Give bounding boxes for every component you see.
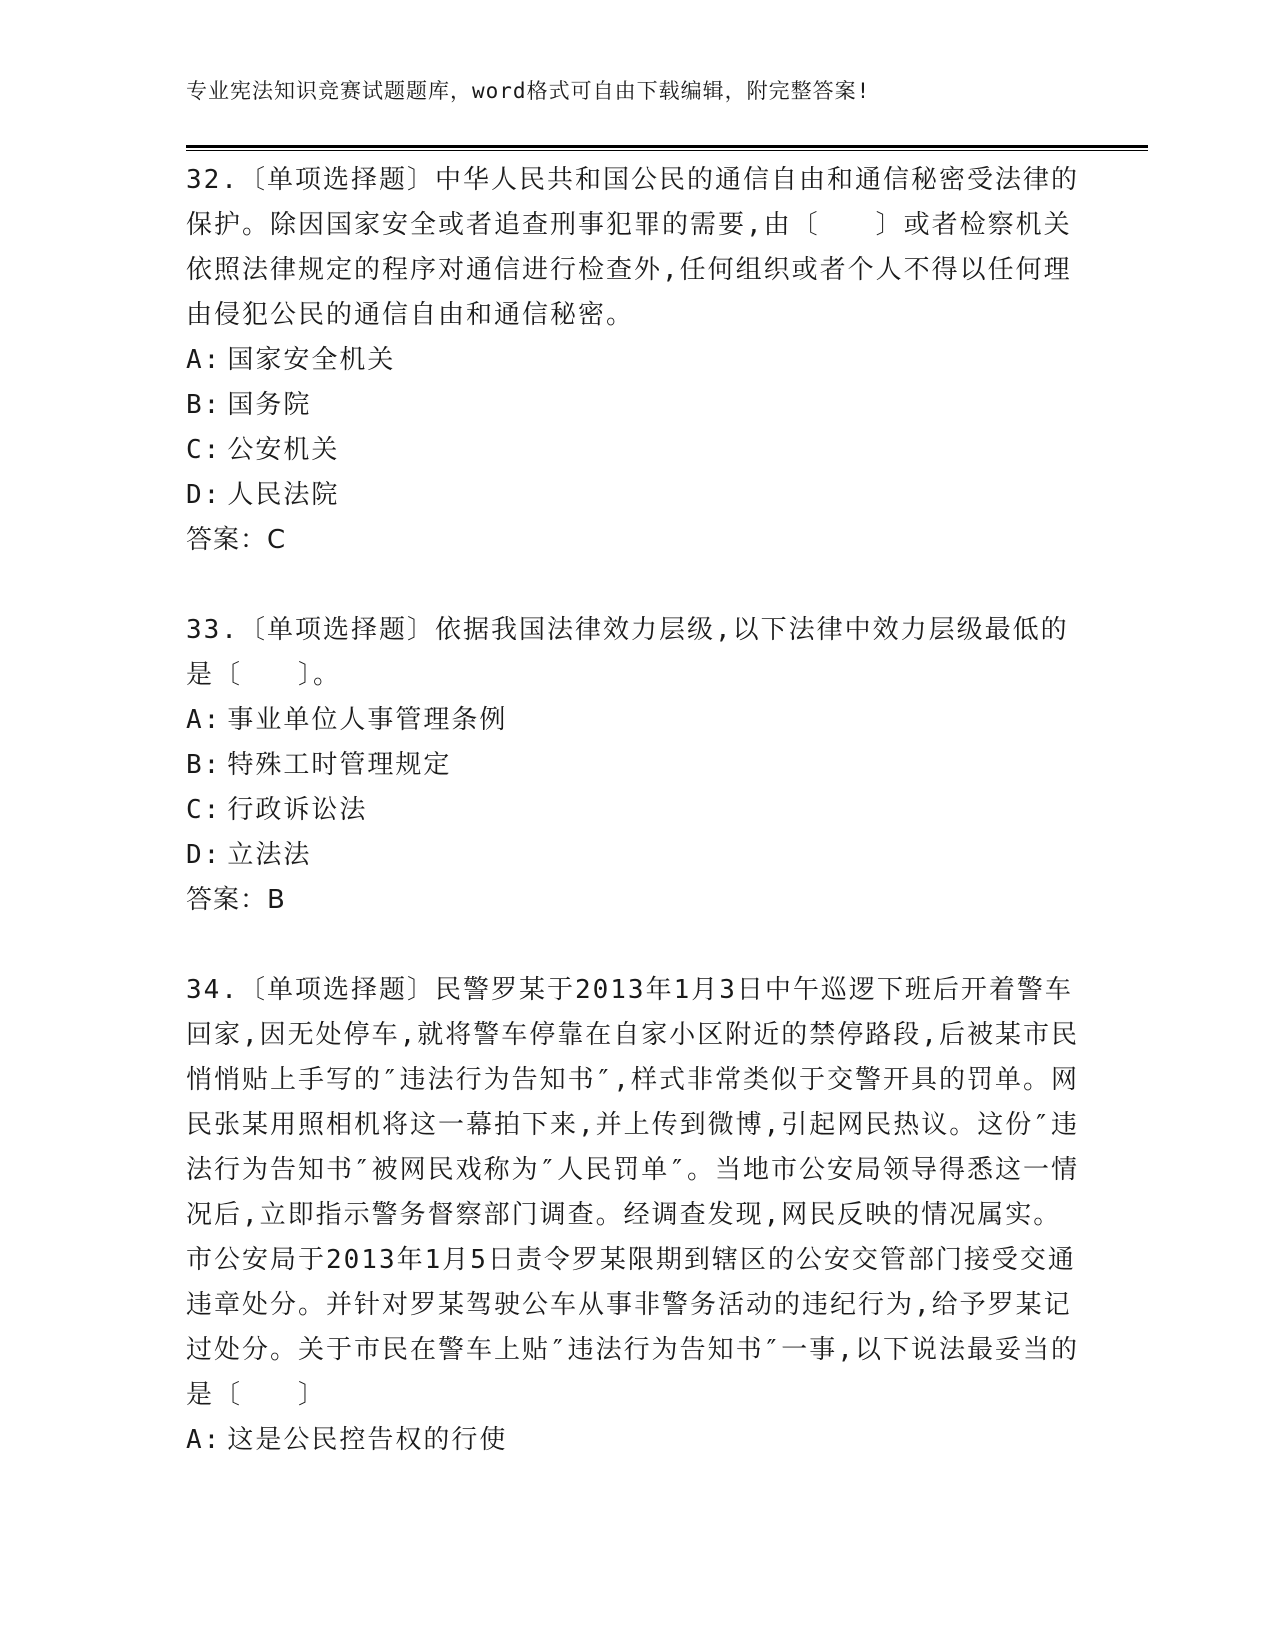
- question-text: 33.〔单项选择题〕依据我国法律效力层级,以下法律中效力层级最低的是〔 〕。: [186, 615, 1069, 690]
- answer: 答案：B: [186, 885, 286, 915]
- option-b: [186, 383, 1086, 428]
- option-c: [186, 428, 1086, 473]
- spacer: [186, 563, 1086, 608]
- option-b: [186, 743, 1086, 788]
- question-34: [186, 968, 1086, 1463]
- page-header: 专业宪法知识竞赛试题题库，word格式可自由下载编辑，附完整答案!: [186, 79, 871, 103]
- option-label: D:: [186, 840, 222, 870]
- option-text: 人民法院: [227, 480, 340, 510]
- answer: 答案：C: [186, 525, 287, 555]
- question-text: 34.〔单项选择题〕民警罗某于2013年1月3日中午巡逻下班后开着警车回家,因无处停车,就将警车停靠在自家小区附近的禁停路段,后被某市民悄悄贴上手写的″违法行为告知书″,样式非常类似于交警开具的罚单。网民张某用照相机将这一幕拍下来,并上传到微博,引起网民热议。这份″违法行为告知书″被网民戏称为″人民罚单″。当地市公安局领导得悉这一情况后,立即指示警务督察部门调查。经调查发现,网民反映的情况属实。市公安局于2013年1月5日责令罗某限期到辖区的公安交管部门接受交通违章处分。并针对罗某驾驶公车从事非警务活动的违纪行为,给予罗某记过处分。关于市民在警车上贴″违法行为告知书″一事,以下说法最妥当的是〔 〕: [186, 975, 1079, 1410]
- option-label: A:: [186, 1425, 222, 1455]
- header-rule-thin: [186, 150, 1148, 151]
- option-a: [186, 338, 1086, 383]
- option-a: [186, 698, 1086, 743]
- option-c: [186, 788, 1086, 833]
- option-label: A:: [186, 345, 222, 375]
- option-d: [186, 473, 1086, 518]
- option-label: C:: [186, 795, 222, 825]
- option-text: 这是公民控告权的行使: [227, 1425, 508, 1455]
- spacer: [186, 923, 1086, 968]
- option-label: D:: [186, 480, 222, 510]
- option-label: B:: [186, 750, 222, 780]
- header-rule-thick: [186, 145, 1148, 148]
- option-label: A:: [186, 705, 222, 735]
- option-label: C:: [186, 435, 222, 465]
- question-32: [186, 158, 1086, 563]
- option-text: 国家安全机关: [227, 345, 396, 375]
- document-body: [186, 158, 1086, 1463]
- option-d: [186, 833, 1086, 878]
- question-text: 32.〔单项选择题〕中华人民共和国公民的通信自由和通信秘密受法律的保护。除因国家安全或者追查刑事犯罪的需要,由〔 〕或者检察机关依照法律规定的程序对通信进行检查外,任何组织或者个人不得以任何理由侵犯公民的通信自由和通信秘密。: [186, 165, 1079, 330]
- option-text: 特殊工时管理规定: [227, 750, 452, 780]
- option-text: 国务院: [227, 390, 312, 420]
- option-a: [186, 1418, 1086, 1463]
- option-label: B:: [186, 390, 222, 420]
- option-text: 事业单位人事管理条例: [227, 705, 508, 735]
- option-text: 行政诉讼法: [227, 795, 368, 825]
- option-text: 立法法: [227, 840, 312, 870]
- question-33: [186, 608, 1086, 923]
- option-text: 公安机关: [227, 435, 340, 465]
